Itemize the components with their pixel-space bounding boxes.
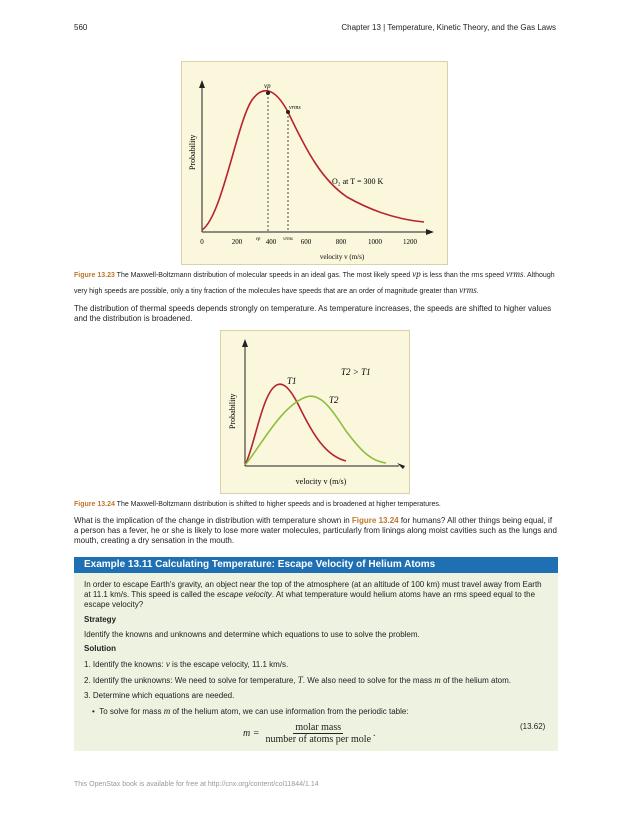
t2-curve bbox=[245, 396, 386, 465]
vrms-label: vrms bbox=[289, 105, 301, 111]
page-number: 560 bbox=[74, 23, 88, 32]
caption-13-23: Figure 13.23 The Maxwell-Boltzmann distribution of molecular speeds in an ideal gas. The most likely speed vp is less than the rms speed vrms. Although very high speeds are possible, only a tiny fraction of the molecules have speeds that are an order of magnitude greater than vrms. bbox=[74, 269, 555, 295]
tick-1200: 1200 bbox=[403, 238, 417, 246]
curve-label: O₂ at T = 300 K bbox=[332, 177, 384, 186]
paragraph-distribution: The distribution of thermal speeds depends strongly on temperature. As temperature increases, the speeds are shifted to higher values and the distribution is broadened. bbox=[74, 304, 552, 323]
example-intro: In order to escape Earth's gravity, an object near the top of the atmosphere (at an altitude of 100 km) must travel away from Earth at 11.1 km/s. This speed is called the escape velocity. At what temperature would helium atoms have an rms speed equal to the escape velocity? bbox=[84, 580, 542, 609]
strategy-text: Identify the knowns and unknowns and determine which equations to use to solve the problem. bbox=[84, 630, 420, 639]
footer: This OpenStax book is available for free at http://cnx.org/content/col11844/1.14 bbox=[74, 781, 319, 788]
fig2-ylabel: Probability bbox=[228, 393, 237, 429]
step-1: 1. Identify the knowns: v is the escape velocity, 11.1 km/s. bbox=[84, 659, 289, 669]
caption-13-24: Figure 13.24 The Maxwell-Boltzmann distribution is shifted to higher speeds and is broadened at higher temperatures. bbox=[74, 501, 441, 508]
t2-label: T2 bbox=[329, 395, 339, 405]
figure-13-23 bbox=[181, 61, 448, 265]
fig1-ylabel: Probability bbox=[188, 134, 197, 170]
chapter-title: Chapter 13 | Temperature, Kinetic Theory, and the Gas Laws bbox=[341, 23, 556, 32]
relation-label: T2 > T1 bbox=[341, 367, 371, 377]
vrms-tick: vrms bbox=[283, 237, 293, 242]
maxwell-curve bbox=[202, 91, 424, 230]
vp-point bbox=[266, 91, 270, 95]
vp-label: vp bbox=[264, 82, 271, 90]
example-title: Example 13.11 Calculating Temperature: Escape Velocity of Helium Atoms bbox=[74, 557, 558, 573]
strategy-heading: Strategy bbox=[84, 615, 117, 624]
equation-13-62: m = $\frac{\text{molar mass}}{\text{number of atoms per mole}}$ . bbox=[243, 722, 376, 745]
paragraph-implication: What is the implication of the change in distribution with temperature shown in Figure 13.24 for humans? All other things being equal, if a person has a fever, he or she is likely to lose more water molecules, particularly from linings along moist cavities such as the lungs and mouth, creating a dry sensation in the mouth. bbox=[74, 516, 557, 545]
figure-13-24 bbox=[220, 330, 410, 494]
solution-heading: Solution bbox=[84, 644, 116, 653]
step-3: 3. Determine which equations are needed. bbox=[84, 691, 235, 700]
tick-1000: 1000 bbox=[368, 238, 382, 246]
tick-600: 600 bbox=[300, 238, 312, 246]
step-2: 2. Identify the unknowns: We need to solve for temperature, T. We also need to solve for the mass m of the helium atom. bbox=[84, 675, 512, 685]
vp-tick: vp bbox=[255, 237, 261, 242]
tick-200: 200 bbox=[231, 238, 243, 246]
tick-800: 800 bbox=[335, 238, 347, 246]
tick-0: 0 bbox=[200, 238, 204, 246]
fig1-xlabel: velocity v (m/s) bbox=[319, 253, 365, 261]
t1-label: T1 bbox=[287, 376, 297, 386]
figure-link[interactable]: Figure 13.24 bbox=[351, 516, 399, 525]
bullet-mass: • To solve for mass m of the helium atom, we can use information from the periodic table: bbox=[92, 706, 409, 716]
fig2-xlabel: velocity v (m/s) bbox=[295, 477, 347, 486]
tick-400: 400 bbox=[265, 238, 277, 246]
equation-number: (13.62) bbox=[520, 722, 546, 731]
